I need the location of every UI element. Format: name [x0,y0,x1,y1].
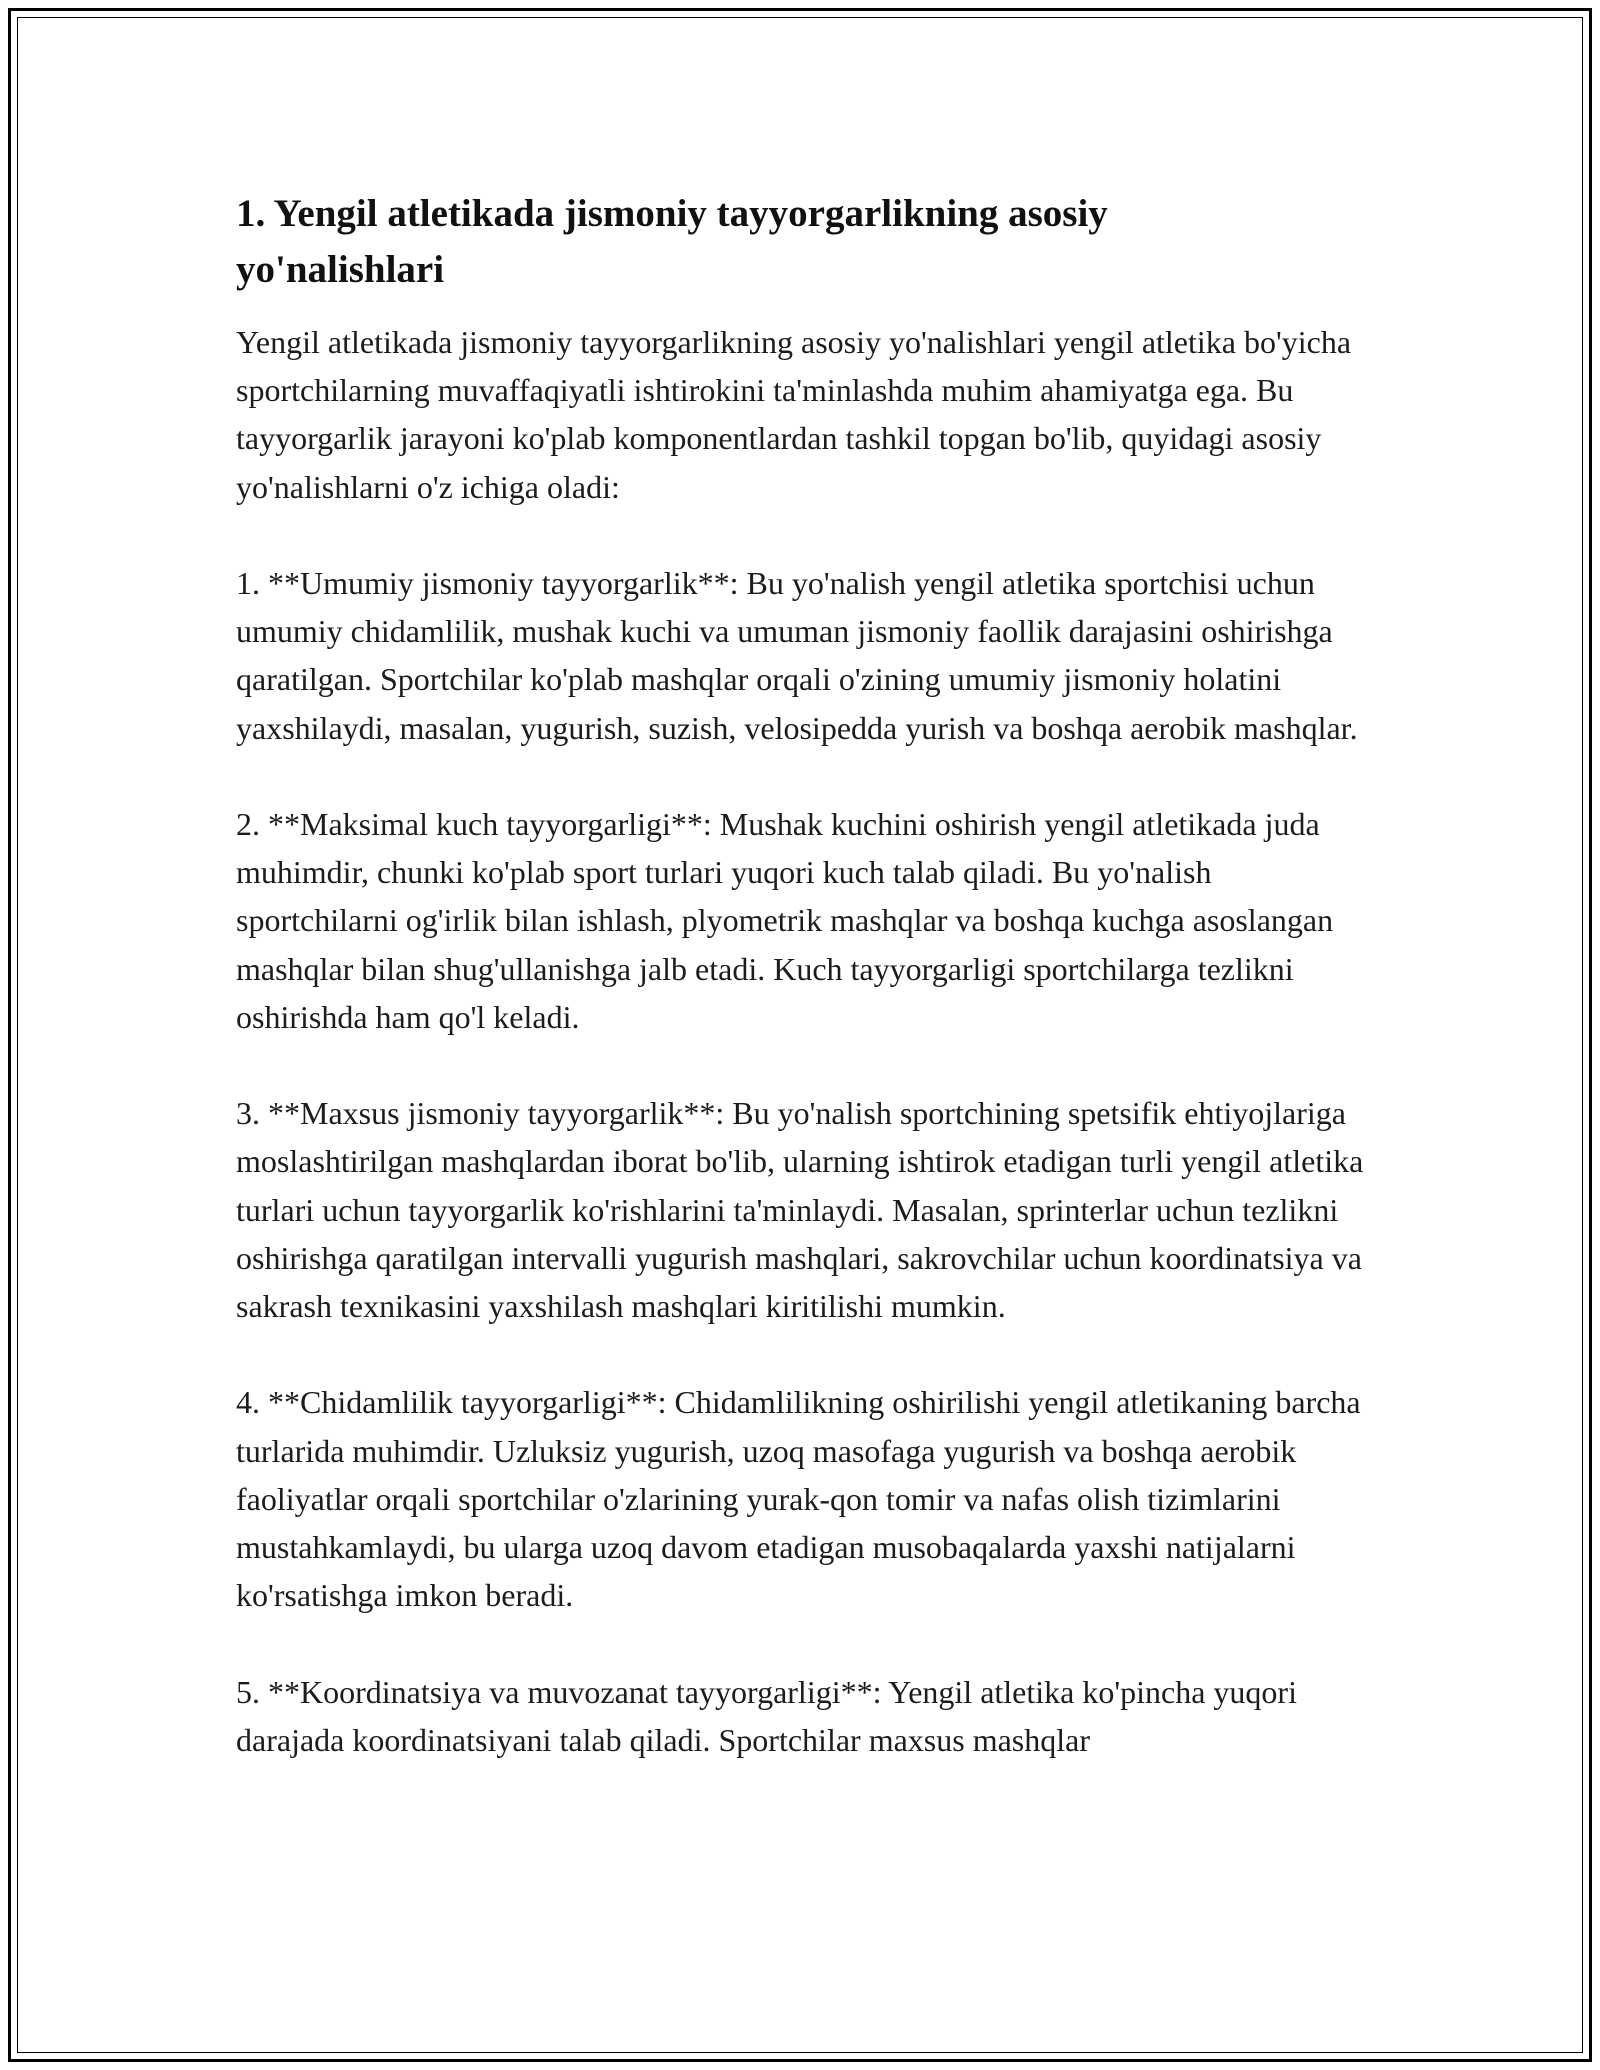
list-item-special-physical-training: 3. **Maxsus jismoniy tayyorgarlik**: Bu yo'nalish sportchining spetsifik ehtiyojlariga moslashtirilgan mashqlardan iborat bo'lib, ularning ishtirok etadigan turli yengil atletika turlari uchun tayyorgarlik ko'rishlarini ta'minlaydi. Masalan, sprinterlar uchun tezlikni oshirishga qaratilgan intervalli yugurish mashqlari, sakrovchilar uchun koordinatsiya va sakrash texnikasini yaxshilash mashqlari kiritilishi mumkin. [236,1095,1364,1325]
section-heading-line-1: 1. Yengil atletikada jismoniy tayyorgarlikning asosiy [236,192,1108,235]
list-item-coordination-balance-training: 5. **Koordinatsiya va muvozanat tayyorgarligi**: Yengil atletika ko'pincha yuqori darajada koordinatsiyani talab qiladi. Sportchilar maxsus mashqlar [236,1673,1297,1758]
list-item-maximal-strength-training: 2. **Maksimal kuch tayyorgarligi**: Mushak kuchini oshirish yengil atletikada juda muhimdir, chunki ko'plab sport turlari yuqori kuch talab qiladi. Bu yo'nalish sportchilarni og'irlik bilan ishlash, plyometrik mashqlar va boshqa kuchga asoslangan mashqlar bilan shug'ullanishga jalb etadi. Kuch tayyorgarligi sportchilarga tezlikni oshirishda ham qo'l keladi. [236,806,1334,1035]
section-heading-line-2: yo'nalishlari [236,248,445,291]
intro-paragraph: Yengil atletikada jismoniy tayyorgarlikning asosiy yo'nalishlari yengil atletika bo'yicha sportchilarning muvaffaqiyatli ishtirokini ta'minlashda muhim ahamiyatga ega. Bu tayyorgarlik jarayoni ko'plab komponentlardan tashkil topgan bo'lib, quyidagi asosiy yo'nalishlarni o'z ichiga oladi: [236,324,1352,505]
list-item-general-physical-training: 1. **Umumiy jismoniy tayyorgarlik**: Bu yo'nalish yengil atletika sportchisi uchun umumiy chidamlilik, mushak kuchi va umuman jismoniy faollik darajasini oshirishga qaratilgan. Sportchilar ko'plab mashqlar orqali o'zining umumiy jismoniy holatini yaxshilaydi, masalan, yugurish, suzish, velosipedda yurish va boshqa aerobik mashqlar. [236,565,1358,746]
section-heading [236,186,1366,298]
list-item-endurance-training: 4. **Chidamlilik tayyorgarligi**: Chidamlilikning oshirilishi yengil atletikaning barcha turlarida muhimdir. Uzluksiz yugurish, uzoq masofaga yugurish va boshqa aerobik faoliyatlar orqali sportchilar o'zlarining yurak-qon tomir va nafas olish tizimlarini mustahkamlaydi, bu ularga uzoq davom etadigan musobaqalarda yaxshi natijalarni ko'rsatishga imkon beradi. [236,1384,1361,1614]
document-body [236,186,1366,1764]
